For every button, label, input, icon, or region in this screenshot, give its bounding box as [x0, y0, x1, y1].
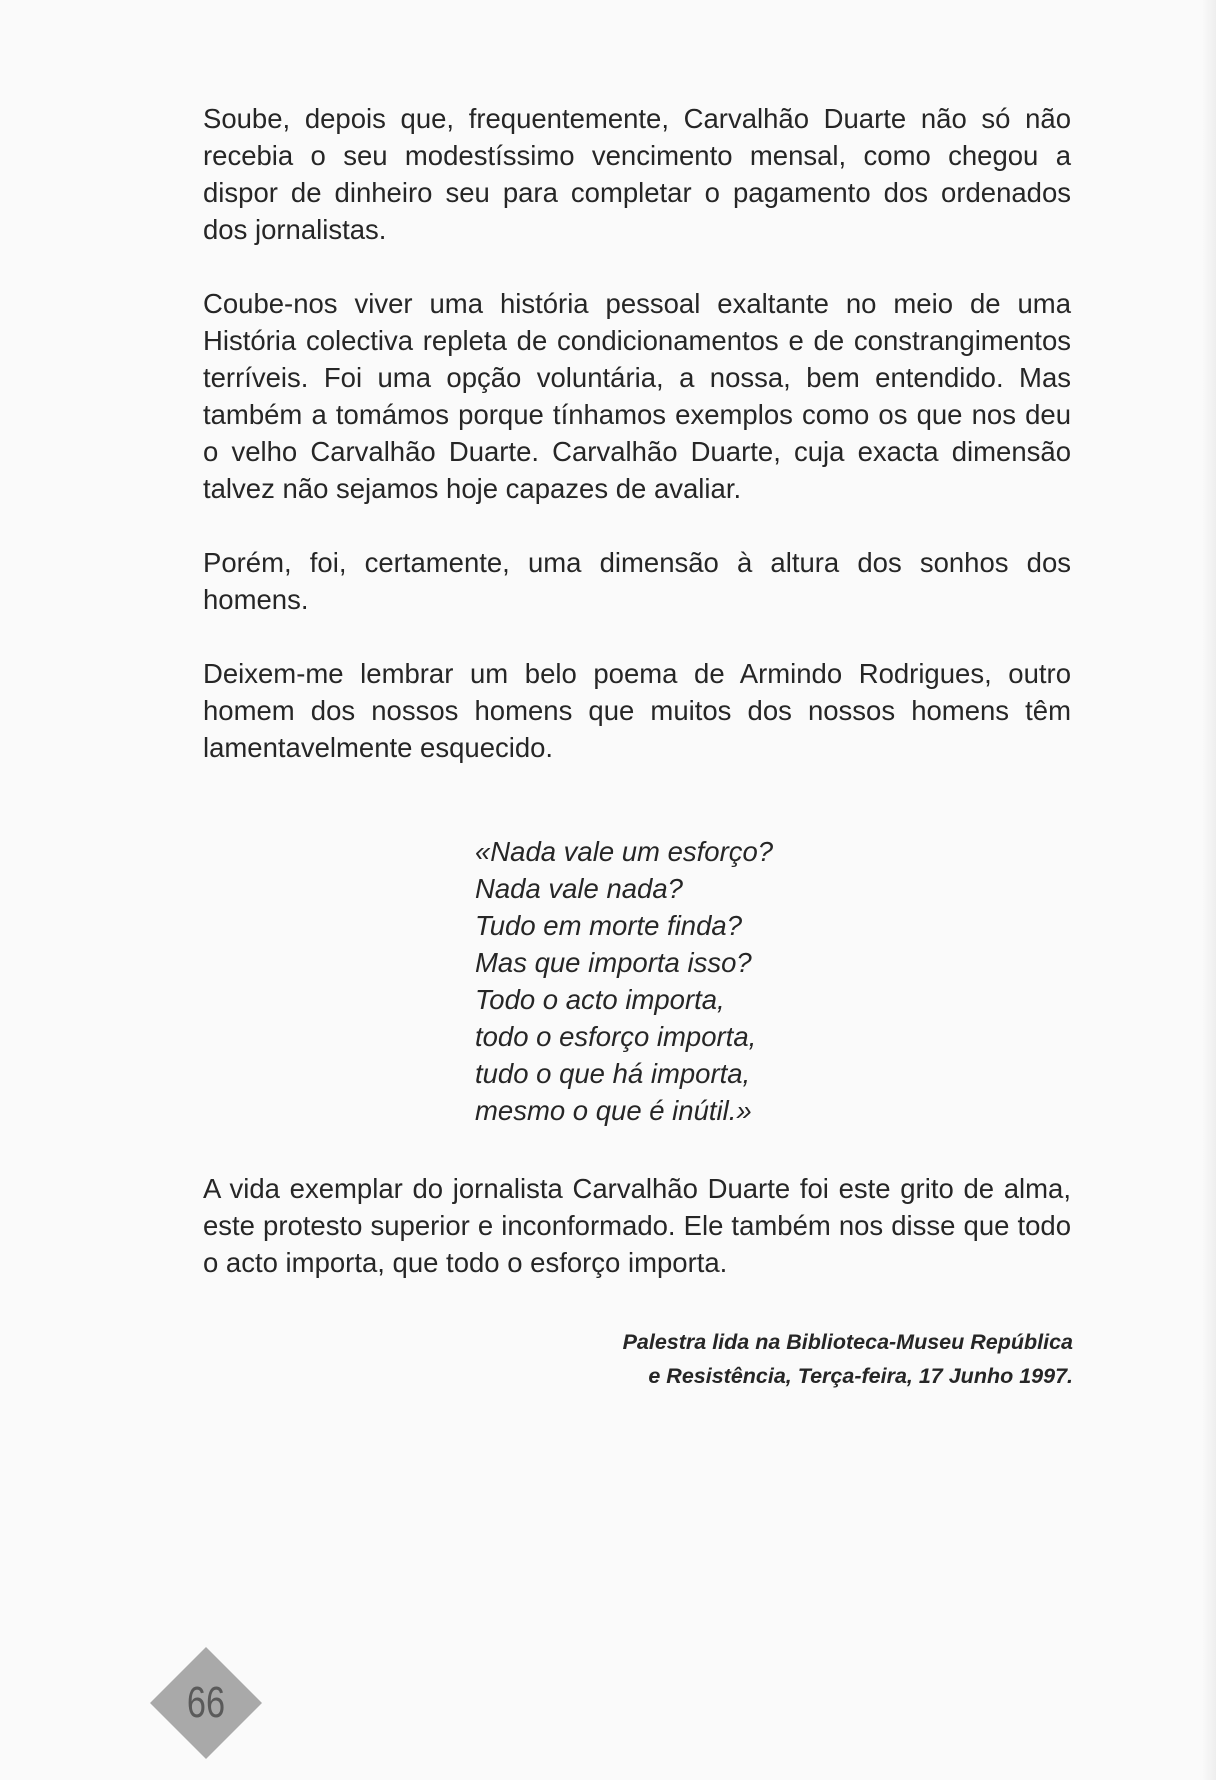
signature-line-1: Palestra lida na Biblioteca-Museu República — [622, 1330, 1073, 1354]
page-edge-shadow — [1202, 0, 1216, 1780]
poem-line: Nada vale nada? — [475, 873, 683, 904]
paragraph-3: Porém, foi, certamente, uma dimensão à altura dos sonhos dos homens. — [203, 547, 1071, 615]
poem-line: tudo o que há importa, — [475, 1058, 751, 1089]
closing-text — [203, 1170, 1071, 1281]
signature-line-2: e Resistência, Terça-feira, 17 Junho 1997. — [648, 1364, 1073, 1388]
poem-line: mesmo o que é inútil.» — [475, 1095, 752, 1126]
signature-note — [473, 1325, 1073, 1393]
paragraph-4: Deixem-me lembrar um belo poema de Armindo Rodrigues, outro homem dos nossos homens que muitos dos nossos homens têm lamentavelmente esquecido. — [203, 658, 1071, 763]
poem-line: todo o esforço importa, — [475, 1021, 757, 1052]
paragraph-1: Soube, depois que, frequentemente, Carvalhão Duarte não só não recebia o seu modestíssimo vencimento mensal, como chegou a dispor de dinheiro seu para completar o pagamento dos ordenados dos jornalistas. — [203, 103, 1071, 245]
closing-paragraph: A vida exemplar do jornalista Carvalhão Duarte foi este grito de alma, este protesto superior e inconformado. Ele também nos disse que todo o acto importa, que todo o esforço importa. — [203, 1173, 1071, 1278]
poem-line: «Nada vale um esforço? — [475, 836, 774, 867]
paragraph-2: Coube-nos viver uma história pessoal exaltante no meio de uma História colectiva repleta de condicionamentos e de constrangimentos terríveis. Foi uma opção voluntária, a nossa, bem entendido. Mas também a tomámos porque tínhamos exemplos como os que nos deu o velho Carvalhão Duarte. Carvalhão Duarte, cuja exacta dimensão talvez não sejamos hoje capazes de avaliar. — [203, 288, 1071, 504]
poem-quote — [475, 833, 895, 1129]
poem-line: Todo o acto importa, — [475, 984, 725, 1015]
page-number-badge — [150, 1647, 262, 1759]
body-text — [203, 100, 1071, 803]
page-number: 66 — [186, 1678, 226, 1727]
poem-line: Tudo em morte finda? — [475, 910, 742, 941]
poem-line: Mas que importa isso? — [475, 947, 752, 978]
